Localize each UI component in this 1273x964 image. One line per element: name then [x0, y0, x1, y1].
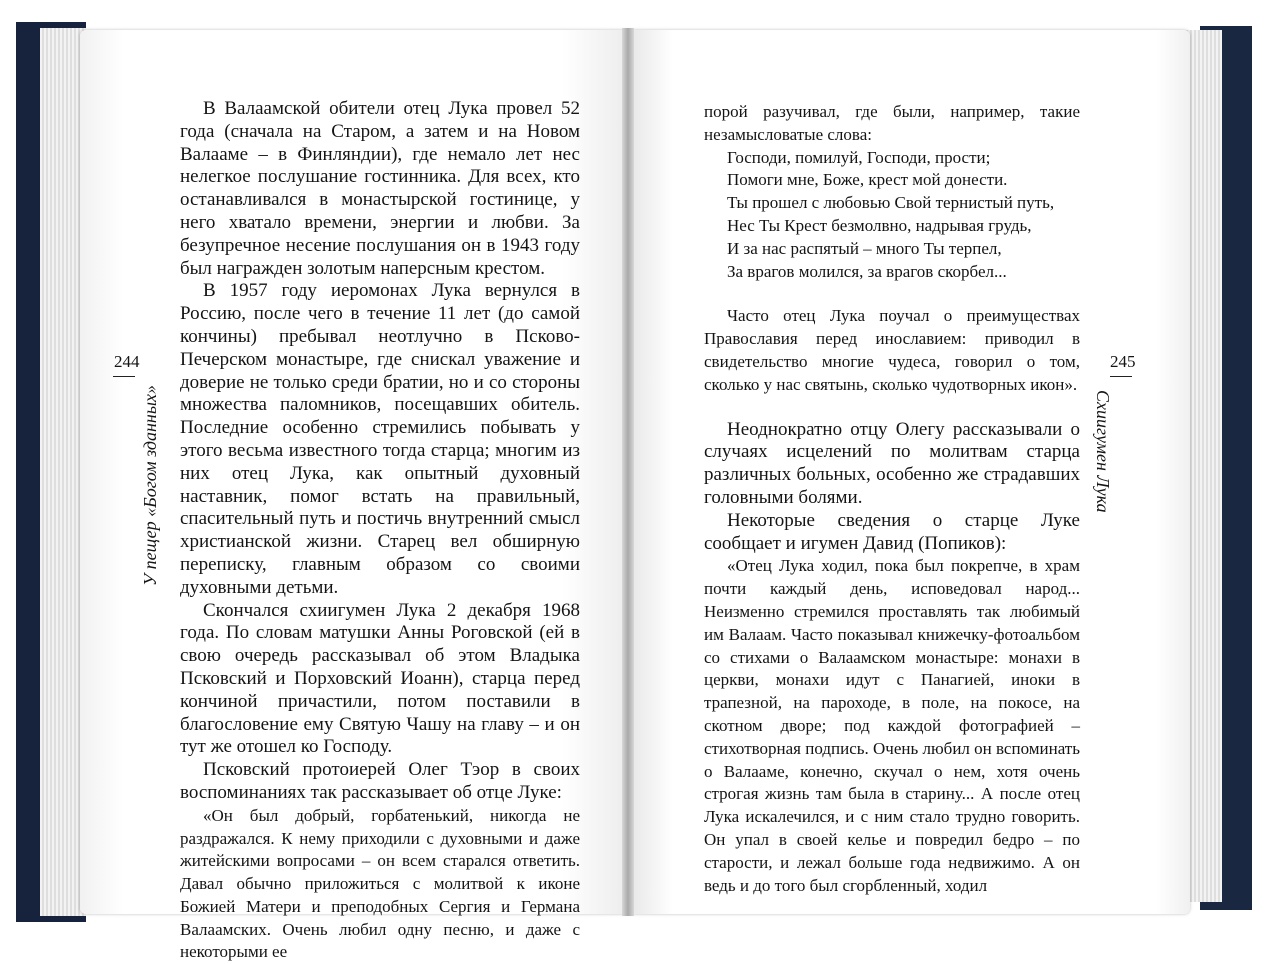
running-head-left: У пещер «Богом зданных» — [140, 385, 160, 586]
verse-line: За врагов молился, за врагов скорбел... — [727, 261, 1007, 281]
paragraph: Скончался схиигумен Лука 2 декабря 1968 года. По словам матушки Анны Роговской (ей в свою очередь рассказывал об этом Владыка Псковский и Порховский Иоанн), старца перед кончиной причастили, потом поставили в благословение ему Святую Чашу на главу – и он тут же отошел ко Господу. — [180, 599, 580, 758]
verse-block — [704, 147, 1080, 284]
folio-rule-right — [1110, 376, 1132, 377]
verse-line: И за нас распятый – много Ты терпел, — [727, 238, 1002, 258]
left-page-text — [180, 98, 580, 964]
page-number-left: 244 — [114, 352, 140, 371]
verse-line: Господи, помилуй, Господи, прости; — [727, 147, 991, 167]
paragraph: Некоторые сведения о старце Луке сообщает и игумен Давид (Попиков): — [704, 509, 1080, 554]
spacer — [704, 283, 1080, 305]
paragraph: Псковский протоиерей Олег Тэор в своих воспоминаниях так рассказывает об отце Луке: — [180, 759, 580, 803]
right-page-text — [704, 101, 1080, 897]
quote-block: «Отец Лука ходил, пока был покрепче, в храм почти каждый день, исповедовал народ... Неизменно стремился проставлять так любимый им Валаам. Часто показывал книжечку-фотоальбом со стихами о Валаамском монастыре: монахи в церкви, монахи идут с Панагией, иноки в трапезной, на пароходе, в поле, на покосе, на скотном дворе; под каждой фотографией – стихотворная подпись. Очень любил он вспоминать о Валааме, конечно, скучал о нем, хотя очень строгая жизнь там была в старину... А после отец Лука искалечился, и с ним стало трудно говорить. Он упал в своей келье и повредил бедро – по старости, и лежал больше года недвижимо. А он ведь и до того был сгорбленный, ходил — [704, 556, 1080, 895]
quote-continuation: порой разучивал, где были, например, такие незамысловатые слова: — [704, 102, 1080, 144]
paragraph: В Валаамской обители отец Лука провел 52 года (сначала на Старом, а затем и на Новом Валааме – в Финляндии), где немало лет нес нелегкое послушание гостинника. Для всех, кто останавливался в монастырской гостинице, у него хватало времени, энергии и любви. За безупречное несение послушания он в 1943 году был награжден золотым наперсным крестом. — [180, 98, 580, 279]
paragraph: В 1957 году иеромонах Лука вернулся в Россию, после чего в течение 11 лет (до самой кончины) пребывал неотлучно в Псково-Печерском монастыре, где снискал уважение и доверие не только среди братии, но и со стороны множества паломников, посещавших обитель. Последние особенно стремились побывать у этого весьма известного тогда старца; многим из них отец Лука, как опытный духовный наставник, помог встать на правильный, спасительный путь и постичь внутренний смысл христианской жизни. Старец вел обширную переписку, главным образом со своими духовными детьми. — [180, 280, 580, 598]
paragraph: Неоднократно отцу Олегу рассказывали о случаях исцелений по молитвам старца различных больных, особенно же страдавших головными болями. — [704, 418, 1080, 508]
verse-line: Нес Ты Крест безмолвно, надрывая грудь, — [727, 215, 1032, 235]
verse-line: Ты прошел с любовью Свой тернистый путь, — [727, 193, 1055, 213]
book-gutter — [622, 28, 634, 916]
running-head-right: Схиигумен Лука — [1093, 390, 1113, 513]
verse-line: Помоги мне, Боже, крест мой донести. — [727, 170, 1008, 190]
quote-after-verse: Часто отец Лука поучал о преимуществах Православия перед инославием: приводил в свидетельство многие чудеса, говорил о том, сколько у нас святынь, сколько чудотворных икон». — [704, 306, 1080, 394]
folio-rule-left — [113, 376, 135, 377]
quote-block: «Он был добрый, горбатенький, никогда не раздражался. К нему приходили с духовными и даже житейскими вопросами – он всем старался ответить. Давал обычно приложиться с молитвой к иконе Божией Матери и преподобных Сергия и Германа Валаамских. Очень любил одну песню, и даже с некоторыми ее — [180, 805, 580, 962]
spacer — [704, 397, 1080, 419]
page-number-right: 245 — [1110, 352, 1136, 371]
